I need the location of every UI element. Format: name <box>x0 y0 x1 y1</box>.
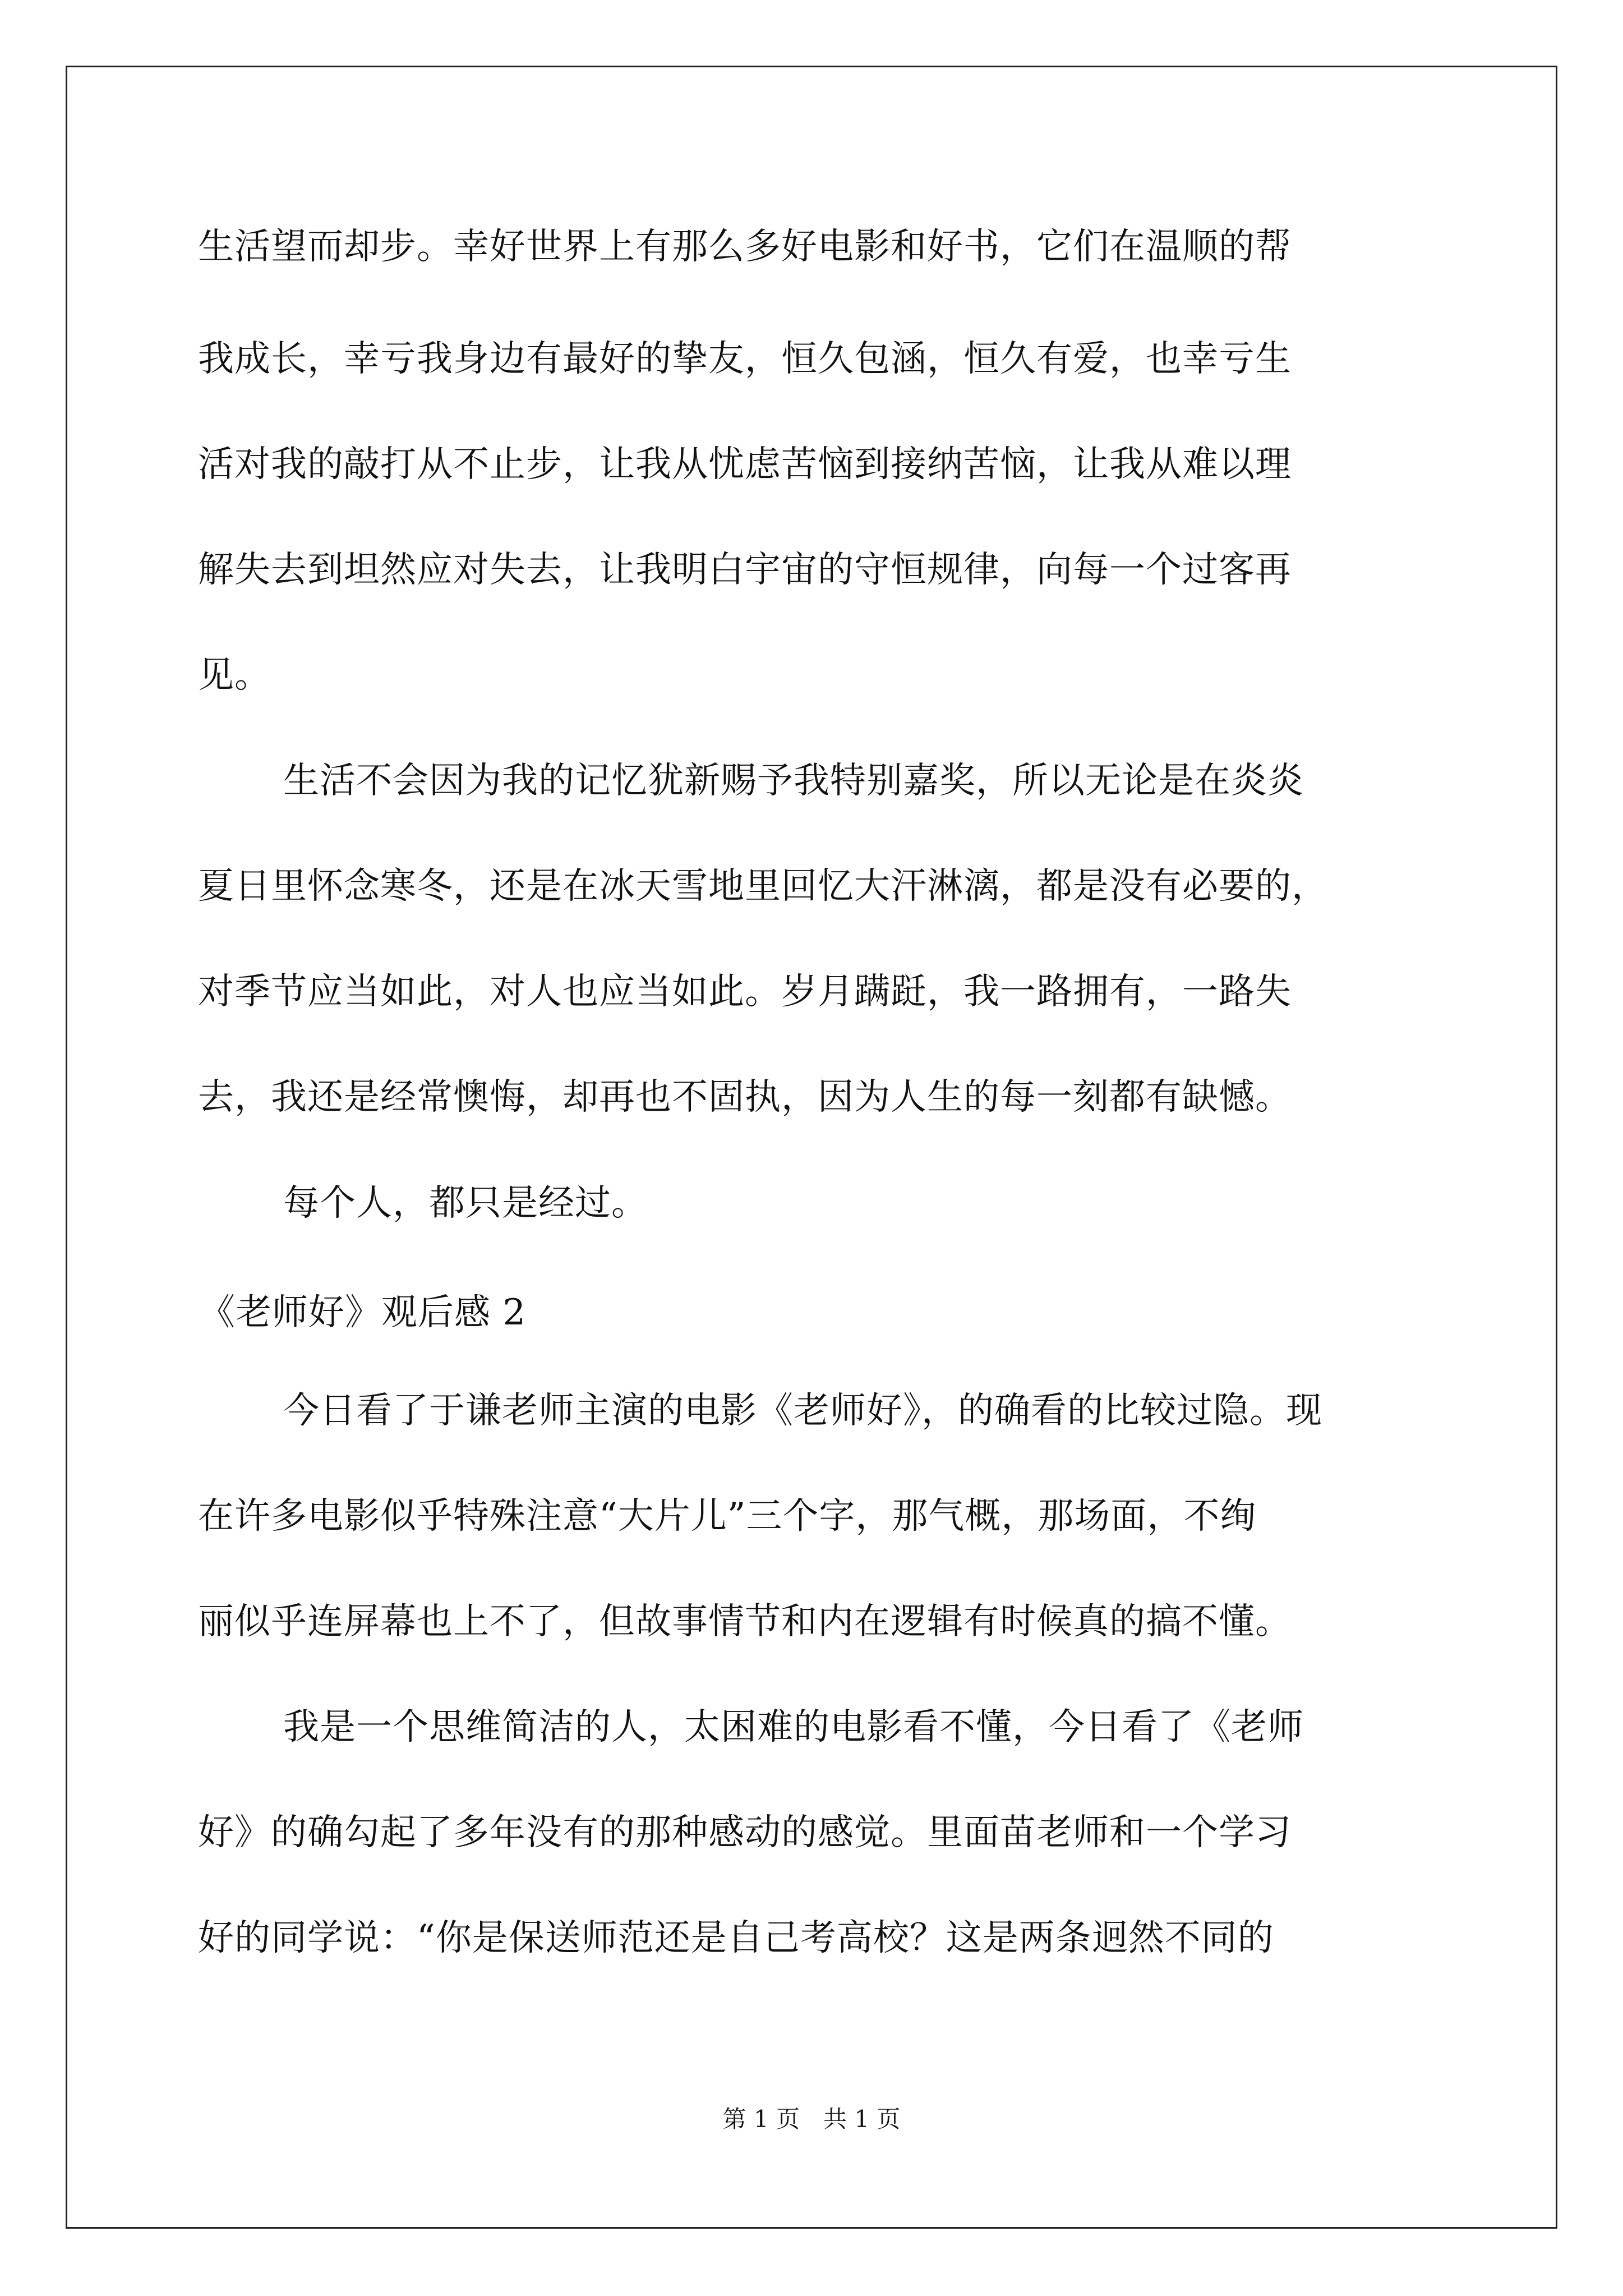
text-line: 活对我的敲打从不止步，让我从忧虑苦恼到接纳苦恼，让我从难以理 <box>198 444 1292 485</box>
page-number-footer: 第 1 页 共 1 页 <box>722 2105 901 2133</box>
section-heading: 《老师好》观后感 2 <box>199 1292 527 1333</box>
text-line: 见。 <box>198 655 271 696</box>
paragraph-first-line: 每个人，都只是经过。 <box>283 1182 648 1224</box>
text-line: 对季节应当如此，对人也应当如此。岁月蹒跹，我一路拥有，一路失 <box>198 971 1292 1013</box>
page-border <box>66 66 1557 2229</box>
paragraph-first-line: 生活不会因为我的记忆犹新赐予我特别嘉奖，所以无论是在炎炎 <box>283 760 1304 802</box>
paragraph-first-line: 今日看了于谦老师主演的电影《老师好》，的确看的比较过隐。现 <box>283 1390 1322 1432</box>
text-line: 在许多电影似乎特殊注意“大片儿”三个字，那气概，那场面，不绚 <box>198 1496 1257 1537</box>
text-line: 去，我还是经常懊悔，却再也不固执，因为人生的每一刻都有缺憾。 <box>198 1076 1292 1118</box>
paragraph-first-line: 我是一个思维简洁的人，太困难的电影看不懂，今日看了《老师 <box>283 1706 1304 1748</box>
text-line: 解失去到坦然应对失去，让我明白宇宙的守恒规律，向每一个过客再 <box>198 549 1292 591</box>
text-line: 我成长，幸亏我身边有最好的挚友，恒久包涵，恒久有爱，也幸亏生 <box>198 338 1292 380</box>
text-line: 好的同学说：“你是保送师范还是自己考高校？这是两条迥然不同的 <box>198 1917 1274 1959</box>
text-line: 夏日里怀念寒冬，还是在冰天雪地里回忆大汗淋漓，都是没有必要的， <box>198 866 1328 907</box>
text-line: 好》的确勾起了多年没有的那种感动的感觉。里面苗老师和一个学习 <box>198 1812 1292 1853</box>
text-line: 丽似乎连屏幕也上不了，但故事情节和内在逻辑有时候真的搞不懂。 <box>198 1601 1292 1642</box>
text-line: 生活望而却步。幸好世界上有那么多好电影和好书，它们在温顺的帮 <box>198 226 1292 268</box>
